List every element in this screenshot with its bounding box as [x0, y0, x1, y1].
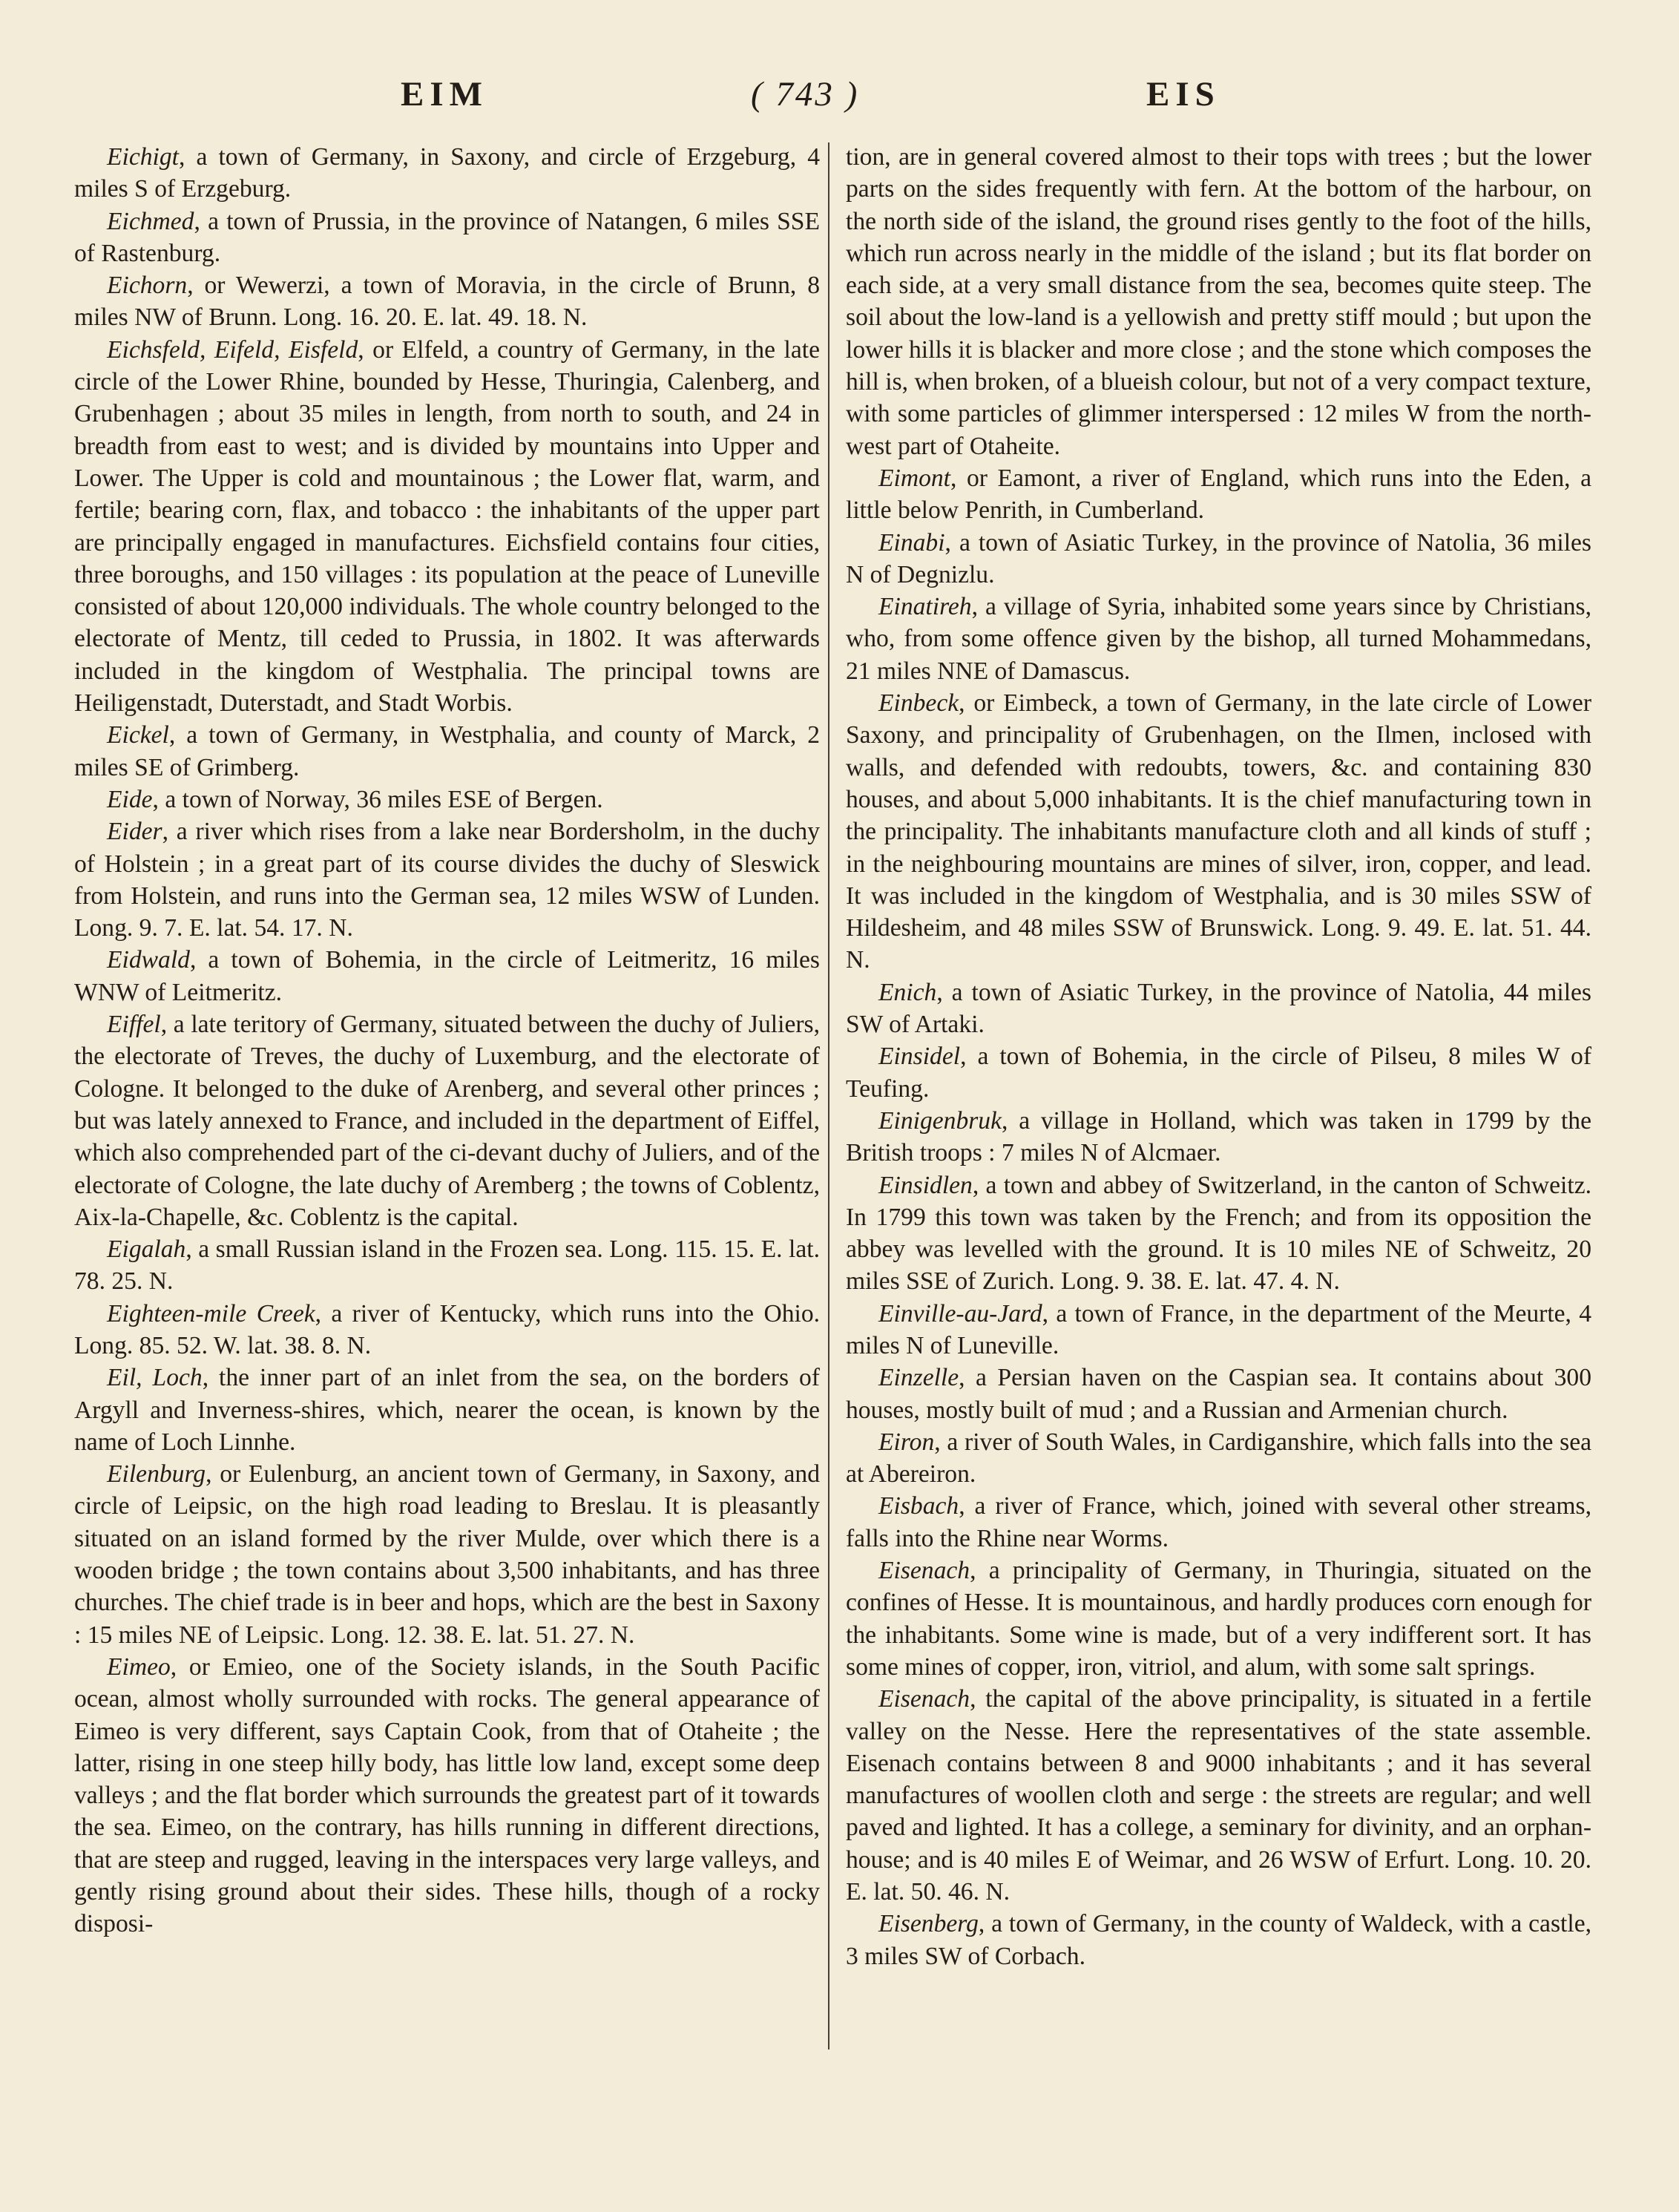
- entry-text: , the inner part of an inlet from the sea, on the borders of Argyll and Inverness-shires, which, nearer the ocean, is known by the name of Loch Linnhe.: [74, 1364, 820, 1456]
- entry-term: Eichigt: [107, 143, 179, 171]
- entry-term: Eiffel: [107, 1011, 161, 1039]
- header-right-guideword: EIS: [1146, 75, 1220, 114]
- gazetteer-entry: [74, 1362, 820, 1458]
- entry-term: Eichsfeld, Eifeld, Eisfeld: [107, 335, 358, 364]
- gazetteer-entry: [846, 1908, 1591, 1972]
- entry-text: , a town of Asiatic Turkey, in the province of Natolia, 44 miles SW of Artaki.: [846, 978, 1591, 1039]
- gazetteer-entry: [74, 815, 820, 944]
- entry-term: Eigalah: [107, 1235, 186, 1264]
- entry-text: , a small Russian island in the Frozen sea. Long. 115. 15. E. lat. 78. 25. N.: [74, 1235, 820, 1296]
- gazetteer-entry: [74, 269, 820, 334]
- gazetteer-entry: [74, 1458, 820, 1651]
- entry-term: Eisenach: [878, 1685, 970, 1713]
- entry-text: , a principality of Germany, in Thuringia, situated on the confines of Hesse. It is mountainous, and hardly produces corn enough for the inhabitants. Some wine is made, but of a very indifferent sort. It has some mines of copper, iron, vitriol, and alum, with some salt springs.: [846, 1557, 1591, 1681]
- entry-term: Eilenburg: [107, 1460, 206, 1489]
- gazetteer-entry: [74, 1008, 820, 1233]
- entry-text: , a town of France, in the department of the Meurte, 4 miles N of Luneville.: [846, 1299, 1591, 1359]
- gazetteer-entry: [846, 1298, 1591, 1362]
- gazetteer-entry: [846, 1426, 1591, 1491]
- entry-term: Eisbach: [878, 1492, 959, 1520]
- gazetteer-entry: [846, 687, 1591, 977]
- entry-term: Eimeo: [107, 1653, 171, 1681]
- entry-term: Eidwald: [107, 946, 190, 974]
- gazetteer-entry: [846, 1169, 1591, 1298]
- gazetteer-entry: [74, 1298, 820, 1362]
- entry-text: , or Emieo, one of the Society islands, in the South Pacific ocean, almost wholly surrounded with rocks. The general appearance of Eimeo is very different, says Captain Cook, from that of Otaheite ; the latter, rising in one steep hilly body, has little low land, except some deep valleys ; and the flat border which surrounds the greatest part of it towards the sea. Eimeo, on the contrary, has hills running in different directions, that are steep and rugged, leaving in the interspaces very large valleys, and gently rising ground about their sides. These hills, though of a rocky disposi-: [74, 1653, 820, 1938]
- gazetteer-entry: [846, 591, 1591, 687]
- entry-text: , a river of France, which, joined with several other streams, falls into the Rhine near Worms.: [846, 1492, 1591, 1552]
- entry-text: , a town of Asiatic Turkey, in the province of Natolia, 36 miles N of Degnizlu.: [846, 528, 1591, 588]
- entry-text: , a town and abbey of Switzerland, in the canton of Schweitz. In 1799 this town was taken by the French; and from its opposition the abbey was levelled with the ground. It is 10 miles NE of Schweitz, 20 miles SSE of Zurich. Long. 9. 38. E. lat. 47. 4. N.: [846, 1171, 1591, 1296]
- entry-text: , a town of Prussia, in the province of Natangen, 6 miles SSE of Rastenburg.: [74, 207, 820, 267]
- entry-term: Enich: [878, 978, 937, 1006]
- right-column: [846, 141, 1591, 1972]
- page-number: ( 743 ): [751, 75, 860, 114]
- entry-text: , a village in Holland, which was taken in 1799 by the British troops : 7 miles N of Alcmaer.: [846, 1106, 1591, 1167]
- entry-term: Eisenberg: [878, 1910, 979, 1938]
- gazetteer-entry: [74, 206, 820, 270]
- entry-text: , a river of Kentucky, which runs into the Ohio. Long. 85. 52. W. lat. 38. 8. N.: [74, 1299, 821, 1359]
- gazetteer-entry: [74, 1651, 820, 1940]
- gazetteer-entry: [846, 527, 1591, 591]
- gazetteer-entry: [74, 1233, 820, 1298]
- left-column: [74, 141, 820, 1940]
- gazetteer-entry: [846, 1040, 1591, 1105]
- gazetteer-entry: [846, 462, 1591, 527]
- gazetteer-entry: [74, 719, 820, 784]
- entry-term: Eide: [107, 785, 153, 813]
- entry-term: Einzelle: [878, 1364, 959, 1392]
- gazetteer-entry: [846, 977, 1591, 1041]
- entry-text: , a town of Germany, in Saxony, and circle of Erzgeburg, 4 miles S of Erzgeburg.: [74, 143, 820, 203]
- entry-text: , a town of Norway, 36 miles ESE of Bergen.: [152, 785, 603, 813]
- gazetteer-entry: [74, 944, 820, 1008]
- running-header: [0, 74, 1679, 126]
- gazetteer-entry: [74, 334, 820, 720]
- column-divider: [828, 142, 829, 2049]
- gazetteer-entry: [846, 1490, 1591, 1555]
- entry-term: Eickel: [107, 721, 169, 749]
- entry-text: , or Eulenburg, an ancient town of Germany, in Saxony, and circle of Leipsic, on the high road leading to Breslau. It is pleasantly situated on an island formed by the river Mulde, over which there is a wooden bridge ; the town contains about 3,500 inhabitants, and has three churches. The chief trade is in beer and hops, which are the best in Saxony : 15 miles NE of Leipsic. Long. 12. 38. E. lat. 51. 27. N.: [74, 1460, 820, 1649]
- entry-term: Eighteen-mile Creek: [107, 1299, 315, 1327]
- entry-term: Eider: [107, 818, 162, 846]
- gazetteer-entry: [846, 1683, 1591, 1908]
- gazetteer-entry: [846, 1555, 1591, 1683]
- gazetteer-entry: [846, 1105, 1591, 1169]
- entry-term: Einatireh: [878, 593, 972, 621]
- entry-term: Eimont: [878, 464, 950, 492]
- entry-text: , or Eamont, a river of England, which runs into the Eden, a little below Penrith, in Cumberland.: [846, 464, 1591, 525]
- gazetteer-entry: [74, 784, 820, 815]
- entry-text: , or Eimbeck, a town of Germany, in the late circle of Lower Saxony, and principality of Grubenhagen, on the Ilmen, inclosed with walls, and defended with redoubts, towers, &c. and containing 830 houses, and about 5,000 inhabitants. It is the chief manufacturing town in the principality. The inhabitants manufacture cloth and all kinds of stuff ; in the neighbouring mountains are mines of silver, iron, copper, and lead. It was included in the kingdom of Westphalia, and is 30 miles SSW of Hildesheim, and 48 miles SSW of Brunswick. Long. 9. 49. E. lat. 51. 44. N.: [846, 689, 1591, 974]
- entry-text: , a river of South Wales, in Cardiganshire, which falls into the sea at Abereiron.: [846, 1428, 1591, 1489]
- entry-term: Eiron: [878, 1428, 935, 1456]
- gazetteer-entry: [74, 141, 820, 206]
- continuation-paragraph: tion, are in general covered almost to their tops with trees ; but the lower parts on the sides frequently with fern. At the bottom of the harbour, on the north side of the island, the ground rises gently to the foot of the hills, which run across nearly in the middle of the island ; but its flat border on each side, at a very small distance from the sea, becomes quite steep. The soil about the low-land is a yellowish and pretty stiff mould ; but upon the lower hills it is blacker and more close ; and the stone which composes the hill is, when broken, of a blueish colour, but not of a very compact texture, with some particles of glimmer interspersed : 12 miles W from the north-west part of Otaheite.: [846, 143, 1591, 460]
- entry-term: Einville-au-Jard: [878, 1299, 1042, 1327]
- entry-text: , a river which rises from a lake near Bordersholm, in the duchy of Holstein ; in a great part of its course divides the duchy of Sleswick from Holstein, and runs into the German sea, 12 miles WSW of Lunden. Long. 9. 7. E. lat. 54. 17. N.: [74, 818, 820, 942]
- entry-term: Eichorn: [107, 272, 188, 300]
- entry-term: Einabi: [878, 528, 945, 557]
- entry-text: , a town of Germany, in Westphalia, and county of Marck, 2 miles SE of Grimberg.: [74, 721, 820, 781]
- entry-term: Eichmed: [107, 207, 194, 235]
- entry-text: , a Persian haven on the Caspian sea. It contains about 300 houses, mostly built of mud ; and a Russian and Armenian church.: [846, 1364, 1591, 1424]
- entry-term: Einbeck: [878, 689, 959, 718]
- entry-term: Einsidlen: [878, 1171, 973, 1199]
- entry-term: Einigenbruk: [878, 1106, 1002, 1135]
- entry-term: Eil, Loch: [107, 1364, 203, 1392]
- entry-text: , a late teritory of Germany, situated between the duchy of Juliers, the electorate of Treves, the duchy of Luxemburg, and the electorate of Cologne. It belonged to the duke of Arenberg, and several other princes ; but was lately annexed to France, and included in the department of Eiffel, which also comprehended part of the ci-devant duchy of Juliers, and of the electorate of Cologne, the late duchy of Aremberg ; the towns of Coblentz, Aix-la-Chapelle, &c. Coblentz is the capital.: [74, 1011, 820, 1231]
- entry-text: , a town of Bohemia, in the circle of Leitmeritz, 16 miles WNW of Leitmeritz.: [74, 946, 820, 1006]
- entry-term: Eisenach: [878, 1557, 970, 1585]
- entry-text: , a town of Bohemia, in the circle of Pilseu, 8 miles W of Teufing.: [846, 1043, 1591, 1103]
- entry-text: , or Wewerzi, a town of Moravia, in the circle of Brunn, 8 miles NW of Brunn. Long. 16. 20. E. lat. 49. 18. N.: [74, 272, 820, 332]
- header-left-guideword: EIM: [401, 75, 488, 114]
- gazetteer-entry: [846, 1362, 1591, 1426]
- entry-term: Einsidel: [878, 1043, 961, 1071]
- entry-text: , the capital of the above principality, is situated in a fertile valley on the Nesse. Here the representatives of the state assemble. Eisenach contains between 8 and 9000 inhabitants ; and it has several manufactures of woollen cloth and serge : the streets are regular; and well paved and lighted. It has a college, a seminary for divinity, and an orphan-house; and is 40 miles E of Weimar, and 26 WSW of Erfurt. Long. 10. 20. E. lat. 50. 46. N.: [846, 1685, 1591, 1906]
- entry-text: , or Elfeld, a country of Germany, in the late circle of the Lower Rhine, bounded by Hesse, Thuringia, Calenberg, and Grubenhagen ; about 35 miles in length, from north to south, and 24 in breadth from east to west; and is divided by mountains into Upper and Lower. The Upper is cold and mountainous ; the Lower flat, warm, and fertile; bearing corn, flax, and tobacco : the inhabitants of the upper part are principally engaged in manufactures. Eichsfield contains four cities, three boroughs, and 150 villages : its population at the peace of Luneville consisted of about 120,000 individuals. The whole country belonged to the electorate of Mentz, till ceded to Prussia, in 1802. It was afterwards included in the kingdom of Westphalia. The principal towns are Heiligenstadt, Duterstadt, and Stadt Worbis.: [74, 335, 820, 718]
- entry-text: , a town of Germany, in the county of Waldeck, with a castle, 3 miles SW of Corbach.: [846, 1910, 1591, 1970]
- entry-text: , a village of Syria, inhabited some years since by Christians, who, from some offence given by the bishop, all turned Mohammedans, 21 miles NNE of Damascus.: [846, 593, 1591, 685]
